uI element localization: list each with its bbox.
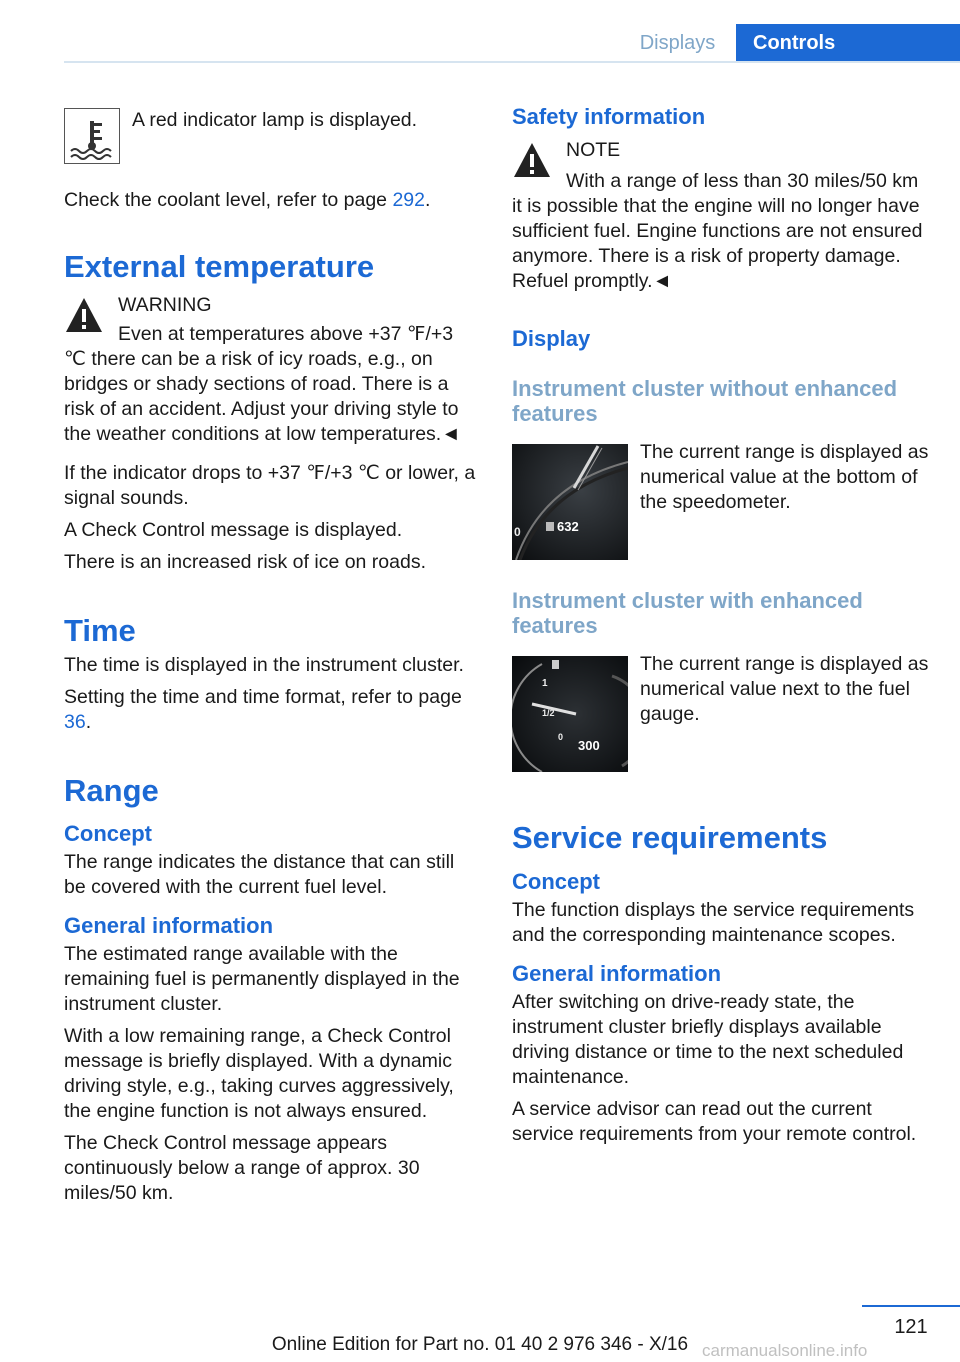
note-label: NOTE (566, 139, 621, 161)
coolant-indicator-icon (64, 108, 120, 164)
note-text: With a range of less than 30 miles/50 km it is possible that the engine will no longer have sufficient fuel. Engine functions are not ensured anymore. There is a risk of property damage. Refuel promptly.◄ (512, 170, 923, 292)
range-general-text-2: With a low remaining range, a Check Control message is briefly displayed. With a dynamic driving style, e.g., taking curves aggressively, the engine function is not always ensured. (64, 1025, 454, 1122)
warning-text: Even at temperatures above +37 ℉/+3 ℃ there can be a risk of icy roads, e.g., on bridges or shady sections of road. There is a risk of an accident. Adjust your driving style to the weather conditions at low temperatures.◄ (64, 323, 461, 445)
ice-risk-text: There is an increased risk of ice on roads. (64, 551, 427, 573)
header-tab-displays: Displays (639, 32, 716, 54)
right-column (512, 100, 930, 1147)
range-concept-text: The range indicates the distance that can still be covered with the current fuel level. (64, 851, 455, 898)
fuel-gauge-range-image (512, 656, 628, 772)
warning-icon (64, 295, 104, 335)
left-column (64, 100, 479, 1206)
header-tab-controls: Controls (736, 24, 960, 63)
heading-time: Time (64, 613, 136, 648)
heading-service-requirements: Service requirements (512, 820, 828, 855)
time-text: The time is displayed in the instrument cluster. (64, 654, 464, 676)
fig1-range-value: 632 (557, 519, 579, 534)
page-link-292[interactable]: 292 (392, 189, 425, 211)
heading-range-concept: Concept (64, 821, 152, 846)
heading-display: Display (512, 326, 591, 351)
footer-edition: Online Edition for Part no. 01 40 2 976 346 - X/16 (271, 1334, 689, 1355)
page-link-36[interactable]: 36 (64, 711, 86, 733)
heading-safety-information: Safety information (512, 104, 706, 129)
check-control-text: A Check Control message is displayed. (64, 519, 403, 541)
heading-service-general: General information (512, 961, 722, 986)
heading-external-temperature: External temperature (64, 249, 375, 284)
speedometer-range-image (512, 444, 628, 560)
range-general-text-1: The estimated range available with the remaining fuel is permanently displayed in the instrument cluster. (64, 943, 460, 1015)
heading-range-general: General information (64, 913, 274, 938)
cluster-with-text: The current range is displayed as numerical value next to the fuel gauge. (640, 653, 929, 725)
heading-range: Range (64, 773, 159, 808)
range-general-text-3: The Check Control message appears continuously below a range of approx. 30 miles/50 km. (64, 1132, 420, 1204)
indicator-drop-text: If the indicator drops to +37 ℉/+3 ℃ or lower, a signal sounds. (64, 462, 476, 509)
fig2-one-label: 1 (542, 678, 548, 689)
fig2-zero-label: 0 (558, 732, 564, 742)
warning-label: WARNING (118, 294, 212, 316)
time-setting-text: Setting the time and time format, refer to page 36. (64, 686, 462, 733)
fig2-range-value: 300 (578, 738, 600, 753)
watermark: carmanualsonline.info (702, 1341, 868, 1360)
coolant-text: A red indicator lamp is displayed. (132, 109, 418, 131)
page-number: 121 (894, 1316, 928, 1338)
service-concept-text: The function displays the service requirements and the corresponding maintenance scopes. (512, 899, 915, 946)
header-rule (64, 61, 960, 63)
service-general-text-1: After switching on drive-ready state, the instrument cluster briefly displays available driving distance or time to the next scheduled maintenance. (512, 991, 904, 1088)
service-general-text-2: A service advisor can read out the current service requirements from your remote control. (512, 1098, 917, 1145)
note-warning-icon (512, 140, 552, 180)
fig1-zero-label: 0 (514, 525, 521, 539)
heading-service-concept: Concept (512, 869, 600, 894)
footer-rule (862, 1305, 960, 1307)
coolant-check: Check the coolant level, refer to page 292. (64, 189, 431, 211)
fig2-half-label: 1/2 (542, 708, 555, 718)
heading-cluster-with: Instrument cluster with enhanced features (512, 588, 863, 638)
cluster-without-text: The current range is displayed as numerical value at the bottom of the speedometer. (640, 441, 929, 513)
heading-cluster-without: Instrument cluster without enhanced features (512, 376, 898, 426)
